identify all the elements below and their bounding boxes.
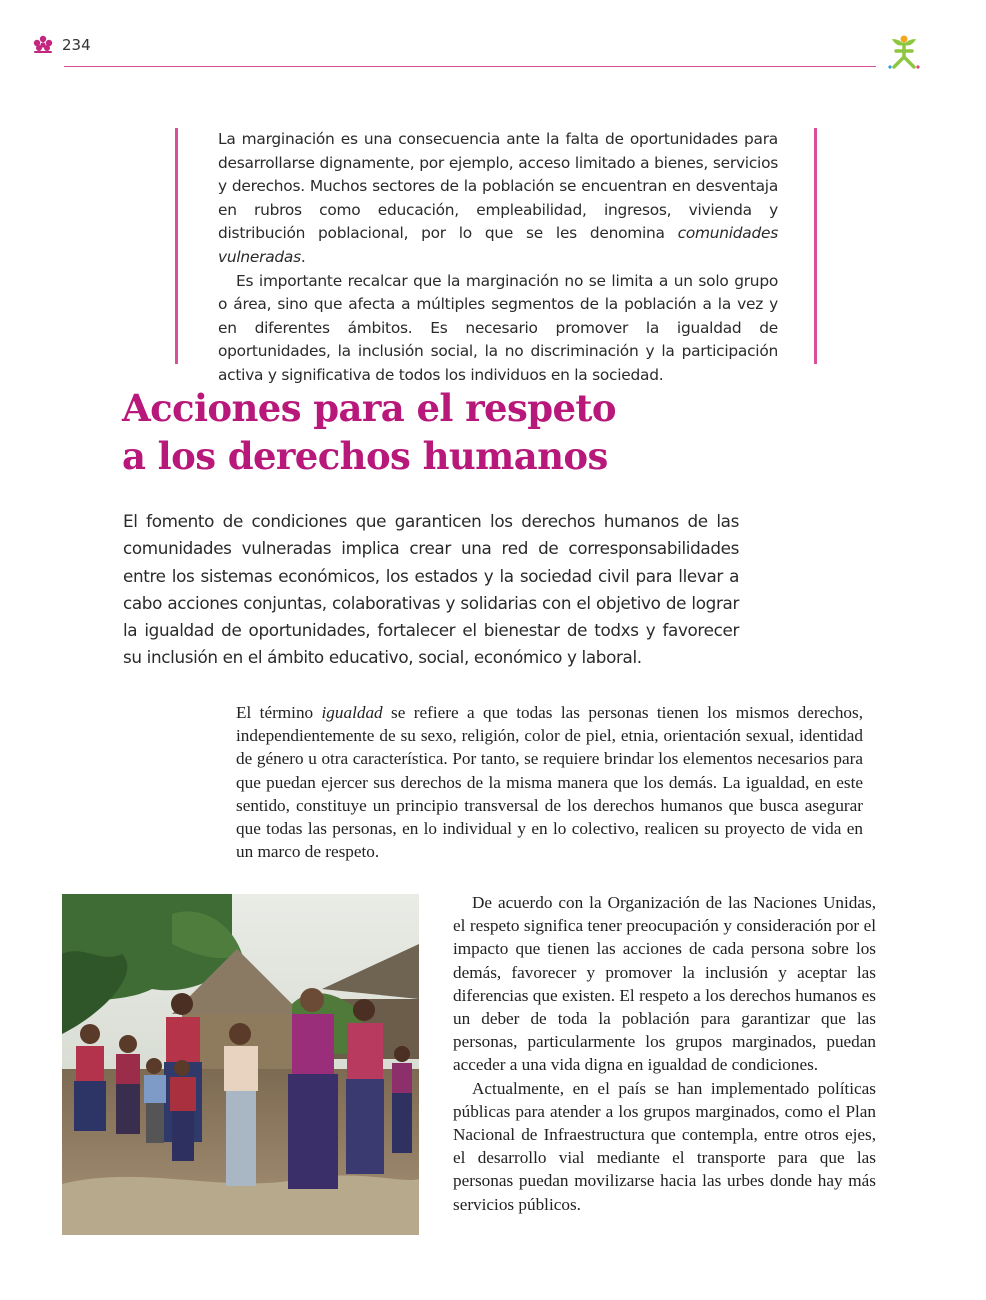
igualdad-paragraph: El término igualdad se refiere a que todas las personas tienen los mismos derechos, independientemente de su sexo, religión, color de piel, etnia, orientación sexual, identidad de género u otra característica. Por tanto, se requiere brindar los elementos necesarios para que puedan ejercer sus derechos de la misma manera que los demás. La igualdad, en este sentido, constituye un principio transversal de los derechos humanos que busca asegurar que todas las personas, en lo individual y en lo colectivo, realicen su proyecto de vida en un marco de respeto. [236, 703, 863, 862]
sprout-figure-logo-icon [884, 33, 924, 71]
marginacion-callout [175, 128, 817, 384]
page-number: 234 [62, 36, 91, 54]
flower-ornament-icon [31, 34, 55, 54]
intro-paragraph: El fomento de condiciones que garanticen los derechos humanos de las comunidades vulneradas implica crear una red de corresponsabilidades entre los sistemas económicos, los estados y la sociedad civil para llevar a cabo acciones conjuntas, colaborativas y solidarias con el objetivo de lograr la igualdad de oportunidades, fortalecer el bienestar de todxs y favorecer su inclusión en el ámbito educativo, social, económico y laboral. [123, 511, 739, 668]
emphasis-igualdad: igualdad [321, 703, 383, 722]
community-photo [62, 894, 419, 1235]
heading-line-1: Acciones para el respeto [122, 386, 616, 430]
callout-paragraph-1: La marginación es una consecuencia ante la falta de oportunidades para desarrollarse dignamente, por ejemplo, acceso limitado a bienes, servicios y derechos. Muchos sectores de la población se encuentran en desventaja en rubros como educación, empleabilidad, ingresos, vivienda y distribución poblacional, por lo que se les denomina comunidades vulneradas. [218, 130, 778, 266]
emphasis-comunidades-vulneradas: comunidades vulneradas [218, 224, 778, 266]
respeto-paragraph-2: Actualmente, en el país se han implementado políticas públicas para atender a los grupos marginados, como el Plan Nacional de Infraestructura que contempla, entre otros ejes, el desarrollo vial mediante el transporte para que las personas puedan movilizarse hacia las urbes donde hay más servicios públicos. [453, 1078, 876, 1214]
callout-paragraph-2: Es importante recalcar que la marginación no se limita a un solo grupo o área, sino que afecta a múltiples segmentos de la población a la vez y en diferentes ámbitos. Es necesario promover la igualdad de oportunidades, la inclusión social, la no discriminación y la participación activa y significativa de todos los individuos en la sociedad. [218, 271, 778, 384]
respeto-paragraph-1: De acuerdo con la Organización de las Naciones Unidas, el respeto significa tener preocupación y consideración por el impacto que tienen las acciones de cada persona sobre los demás, favorecer y promover la inclusión y aceptar las diferencias que existen. El respeto a los derechos humanos es un deber de toda la población para garantizar que las personas, particularmente los grupos marginados, puedan acceder a una vida digna en igualdad de condiciones. [453, 893, 876, 1075]
header-rule [64, 66, 876, 67]
heading-line-2: a los derechos humanos [122, 434, 608, 478]
section-heading [122, 384, 742, 480]
respeto-column [453, 891, 876, 1216]
